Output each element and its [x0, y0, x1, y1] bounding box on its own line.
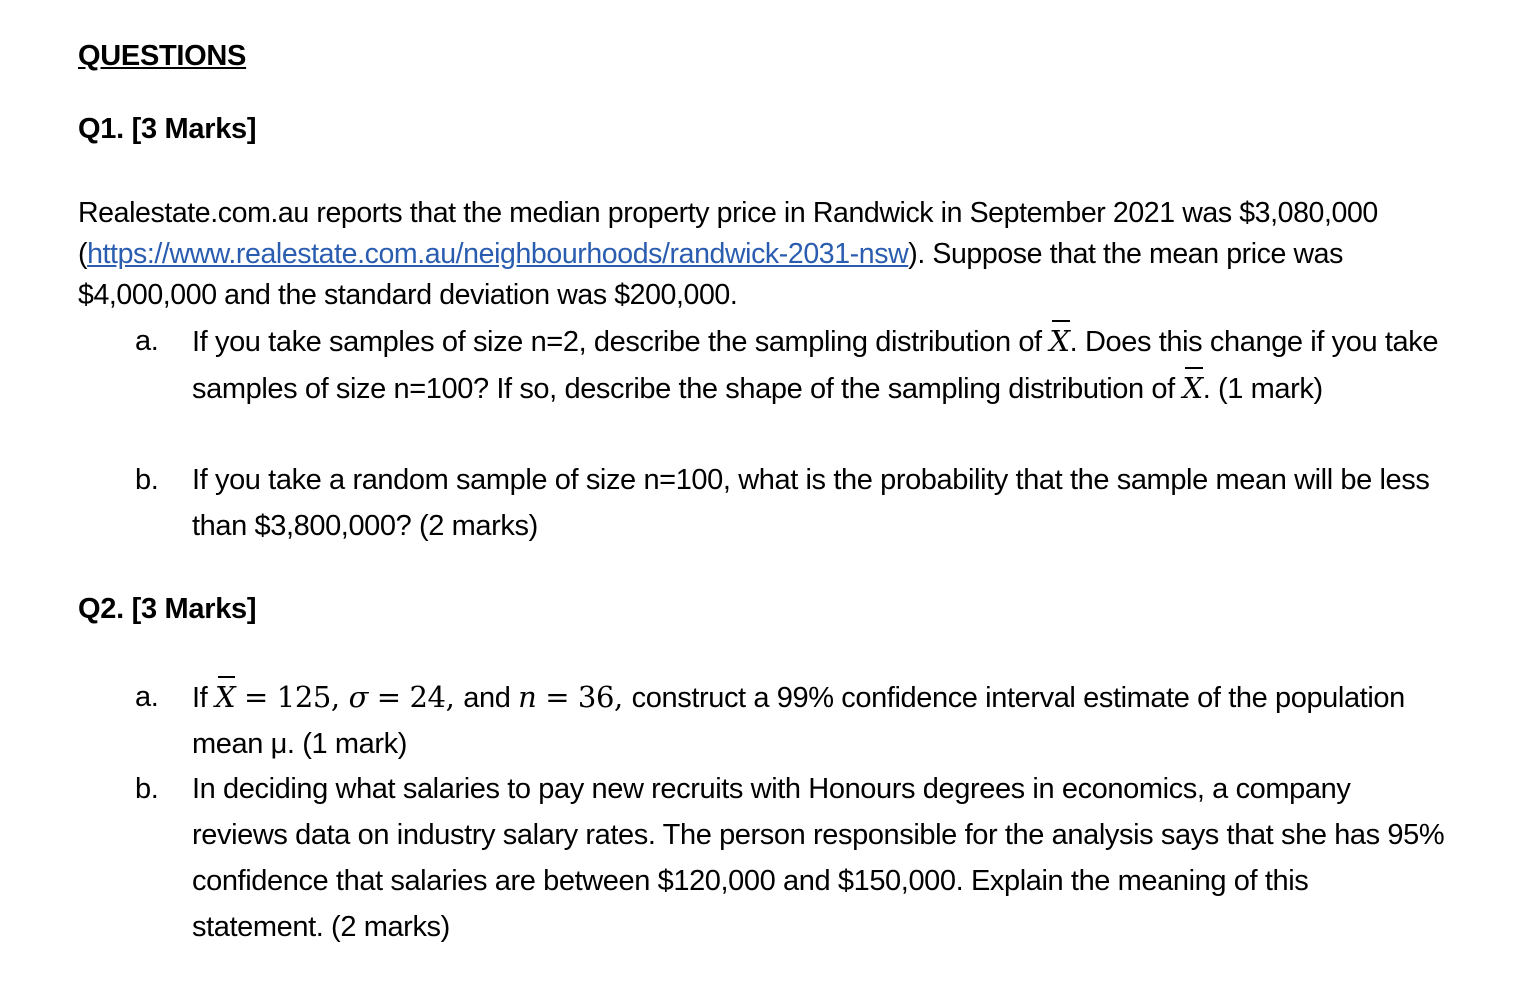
- q1-a-marker: a.: [135, 325, 159, 357]
- q2-item-a: [135, 674, 1445, 767]
- q1-intro-text-1: Realestate.com.au reports that the median property price in Randwick in September 2021 was $3,080,000 (: [78, 197, 1378, 270]
- q1-a-body: [192, 318, 1445, 412]
- q2-a-marker: a.: [135, 681, 159, 713]
- q2-a-eq-125: = 125,: [235, 680, 349, 714]
- q1-intro-text-2: ). Suppose that the mean price was $4,000,000 and the standard deviation was $200,000.: [78, 238, 1343, 311]
- q1-title: Q1. [3 Marks]: [78, 113, 257, 145]
- q1-b-body: If you take a random sample of size n=100, what is the probability that the sample mean will be less than $3,800,000? (2 marks): [192, 464, 1430, 542]
- q1-a-text-1: If you take samples of size n=2, describe the sampling distribution of: [192, 326, 1050, 358]
- n-symbol: n: [518, 680, 537, 714]
- q2-a-and: and: [463, 682, 519, 714]
- q2-a-body: [192, 674, 1445, 767]
- q2-a-eq-36: = 36,: [536, 680, 632, 714]
- realestate-link[interactable]: https://www.realestate.com.au/neighbourhoods/randwick-2031-nsw: [87, 238, 909, 270]
- q2-title: Q2. [3 Marks]: [78, 593, 257, 625]
- x-bar-symbol: X: [1049, 318, 1069, 364]
- q1-b-marker: b.: [135, 464, 159, 496]
- q2-a-text-rest: construct a 99% confidence interval estimate of the population mean μ. (1 mark): [192, 682, 1405, 760]
- x-bar-symbol: X: [215, 674, 235, 720]
- x-bar-symbol: X: [1182, 365, 1202, 411]
- q2-b-body: In deciding what salaries to pay new recruits with Honours degrees in economics, a company reviews data on industry salary rates. The person responsible for the analysis says that she has 95% confidence that salaries are between $120,000 and $150,000. Explain the meaning of this statement. (2 marks): [192, 773, 1445, 943]
- q1-a-text-3: . (1 mark): [1202, 373, 1323, 405]
- q2-a-if: If: [192, 682, 215, 714]
- q2-item-b: [135, 766, 1445, 950]
- sigma-symbol: σ: [348, 680, 368, 714]
- q2-b-marker: b.: [135, 773, 159, 805]
- q2-a-eq-24: = 24,: [367, 680, 464, 714]
- q1-item-b: [135, 457, 1445, 549]
- page-heading: QUESTIONS: [78, 40, 247, 72]
- q1-a-text-2: . Does this change if you take samples of size n=100? If so, describe the shape of the sampling distribution of: [192, 326, 1439, 405]
- q1-item-a: [135, 318, 1445, 412]
- q1-intro: [78, 193, 1478, 316]
